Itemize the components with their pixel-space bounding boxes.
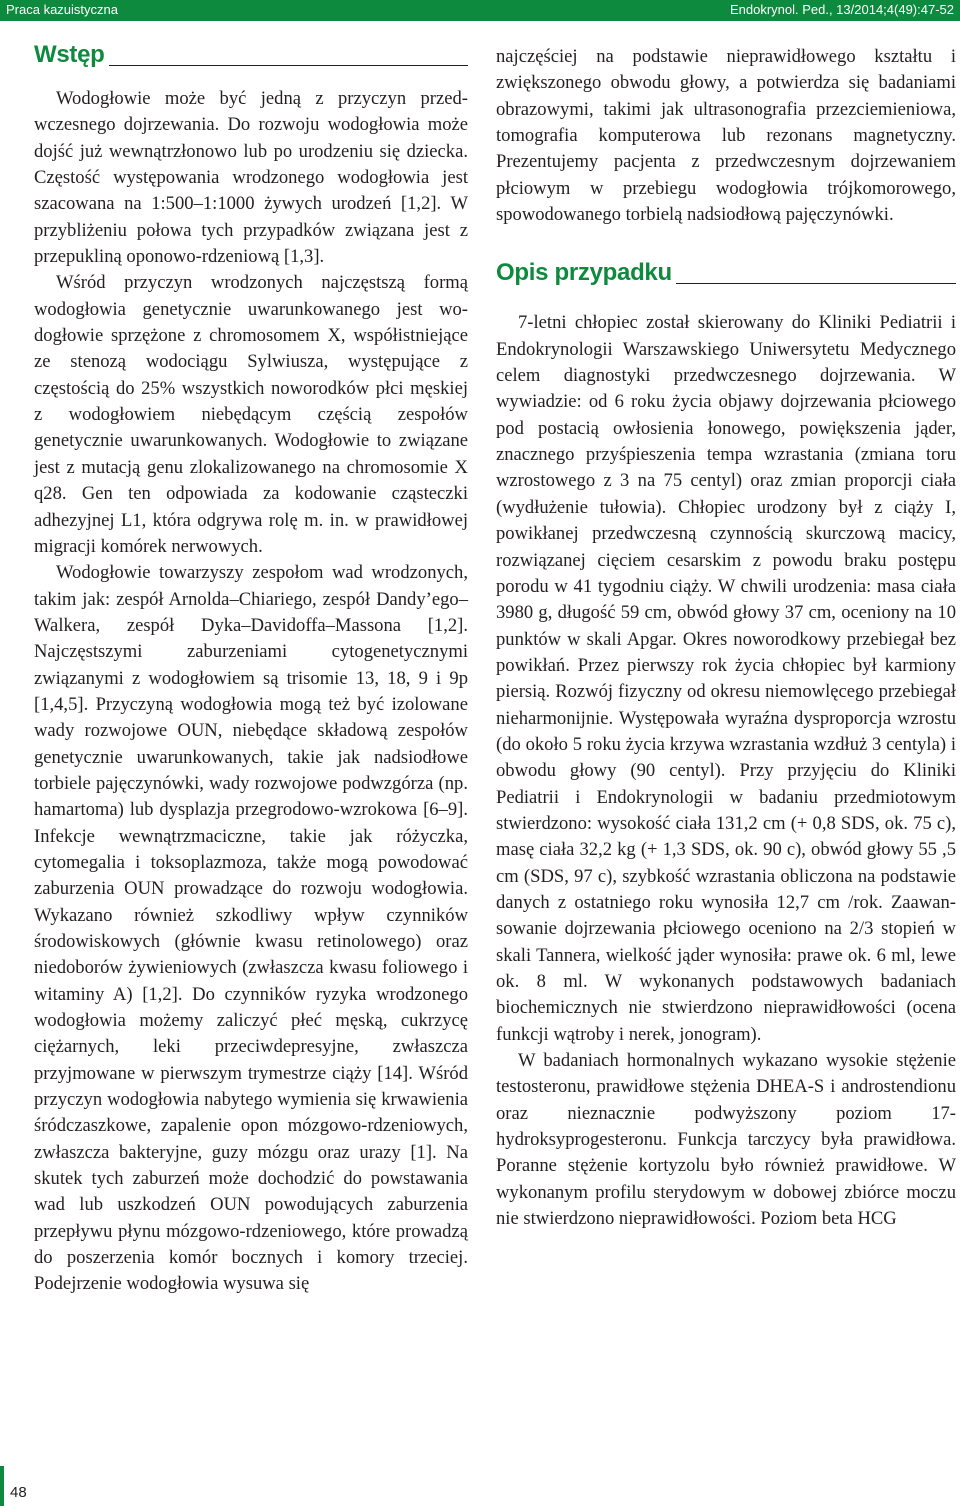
paragraph: W badaniach hormonalnych wykazano wysokie stężenie testosteronu, prawidłowe stężenia DHEA-S i androstendionu oraz nieznacznie podwyższony poziom 17-hydroksyprogesteronu. Funkcja tarczycy była prawidłowa. Poranne stężenie kortyzolu było również prawidłowe. W wykonanym profilu sterydowym w dobowej zbiórce moczu nie stwierdzono nieprawidłowości. Poziom beta HCG [496, 1050, 956, 1230]
left-column [34, 40, 468, 1298]
paragraph: Wśród przyczyn wrodzonych najczęstszą formą wodogłowia genetycznie uwarunkowanego jest wodogłowie sprzężone z chromosomem X, współistniejące ze stenozą wodociągu Sylwiusza, występujące z częstością do 25% wszystkich noworodków płci męskiej z wodogłowiem niebędącym częścią zespołów genetycznie uwarunkowanych. Wodogłowie to związane jest z mutacją genu zlokalizowanego na chromosomie X q28. Gen ten odpowiada za kodowanie cząsteczki adhezyjnej L1, która odgrywa rolę m. in. w prawidłowej migracji komórek nerwowych. [34, 272, 468, 557]
paragraph: Wodogłowie towarzyszy zespołom wad wrodzonych, takim jak: zespół Arnolda–Chiariego, zespół Dandy’ego–Walkera, zespół Dyka–Davidoffa–Massona [1,2]. Najczęstszymi zaburzeniami cytogenetycznymi związanymi z wodogłowiem są trisomie 13, 18, 9 i 9p [1,4,5]. Przyczyną wodogłowia mogą też być izolowane wady rozwojowe OUN, niebędące składową zespołów genetycznie uwarunkowanych, takie jak nadsiodłowe torbiele pajęczynówki, wady rozwojowe podwzgórza (np. hamartoma) lub dysplazja przegrodowo-wzrokowa [6–9]. Infekcje wewnątrzmaciczne, takie jak różyczka, cytomegalia i toksoplazmoza, także mogą powodować zaburzenia OUN prowadzące do rozwoju wodogłowia. Wykazano również szkodliwy wpływ czynników środowiskowych (głównie kwasu retinolowego) oraz niedoborów żywieniowych (zwłaszcza kwasu foliowego i witaminy A) [1,2]. Do czynników ryzyka wrodzonego wodogłowia możemy zaliczyć płeć męską, cukrzycę ciężarnych, leki przeciwdepresyjne, zwłaszcza przyjmowane w pierwszym trymestrze ciąży [14]. Wśród przyczyn wodogłowia nabytego wymienia się krwawienia śródczaszkowe, zapalenie opon mózgowo-rdzeniowych, zwłaszcza bakteryjne, guzy mózgu oraz urazy [1]. Na skutek tych zaburzeń może dochodzić do powstawania wad lub uszkodzeń OUN powodujących zaburzenia przepływu płynu mózgowo-rdzeniowego, które prowadzą do poszerzenia komór bocznych i komory trzeciej. Podejrzenie wodogłowia wysuwa się [34, 562, 468, 1295]
paragraph: Wodogłowie może być jedną z przyczyn przedwczesnego dojrzewania. Do rozwoju wodogłowia może dojść już wewnątrzłonowo lub po urodzeniu się dziecka. Częstość występowania wrodzonego wodogłowia jest szacowana na 1:500–1:1000 żywych urodzeń [1,2]. W przybliżeniu połowa tych przypadków związana jest z przepukliną oponowo-rdzeniową [1,3]. [34, 88, 468, 268]
journal-citation: Endokrynol. Ped., 13/2014;4(49):47-52 [729, 2, 954, 17]
page-margin-marker [0, 1466, 4, 1506]
section-heading-text: Opis przypadku [496, 259, 672, 287]
paragraph: najczęściej na podstawie nieprawidłowego kształtu i zwiększonego obwodu głowy, a potwierdza się badaniami obrazowymi, takimi jak ultrasonografia przezciemieniowa, tomografia komputerowa lub rezonans magnetyczny. Prezentujemy pacjenta z przedwczesnym dojrzewaniem płciowym w przebiegu wodogłowia trójkomorowego, spowodowanego torbielą nadsiodłową pajęczynówki. [496, 46, 956, 226]
heading-rule [676, 283, 956, 284]
page-number: 48 [10, 1484, 27, 1501]
header-bar [0, 0, 960, 21]
section-heading-text: Wstęp [34, 41, 105, 68]
section-heading-case-report [496, 258, 956, 288]
section-heading-introduction [34, 40, 468, 70]
right-column [496, 44, 956, 1232]
paragraph: 7-letni chłopiec został skierowany do Kliniki Pediatrii i Endokrynologii Warszawskiego Uniwersytetu Medycznego celem diagnostyki przedwczesnego dojrzewania. W wywiadzie: od 6 roku życia objawy dojrzewania płciowego pod postacią owłosienia łonowego, powiększenia jąder, znacznego przyśpieszenia tempa wzrastania (zmiana toru wzrostowego z 3 na 75 centyl) oraz zmian proporcji ciała (wydłużenie tułowia). Chłopiec urodzony był z ciąży I, powikłanej przedwczesną czynnością skurczową macicy, rozwiązanej cięciem cesarskim z powodu braku postępu porodu w 41 tygodniu ciąży. W chwili urodzenia: masa ciała 3980 g, długość 59 cm, obwód głowy 37 cm, oceniony na 10 punktów w skali Apgar. Okres noworodkowy przebiegał bez powikłań. Przez pierwszy rok życia chłopiec był karmiony piersią. Rozwój fizyczny od okresu niemowlęcego przebiegał nieharmonijnie. Występowała wyraźna dysproporcja wzrostu (do około 5 roku życia krzywa wzrastania wzdłuż 3 centyla) i obwodu głowy (90 centyl). Przy przyjęciu do Kliniki Pediatrii i Endokrynologii w badaniu przedmiotowym stwierdzono: wysokość ciała 131,2 cm (+ 0,8 SDS, ok. 75 c), masę ciała 32,2 kg (+ 1,3 SDS, ok. 90 c), obwód głowy 55 ,5 cm (SDS, 97 c), szybkość wzrastania obliczona na podstawie danych z ostatniego roku wynosiła 12,7 cm /rok. Zaawansowanie dojrzewania płciowego oceniono na 2/3 stopień w skali Tannera, wielkość jąder wynosiła: prawe ok. 6 ml, lewe ok. 8 ml. W wykonanych podstawowych badaniach biochemicznych nie stwierdzono nieprawidłowości (ocena funkcji wątroby i nerek, jonogram). [496, 312, 956, 1045]
article-type-label: Praca kazuistyczna [6, 2, 118, 17]
heading-rule [109, 65, 468, 66]
